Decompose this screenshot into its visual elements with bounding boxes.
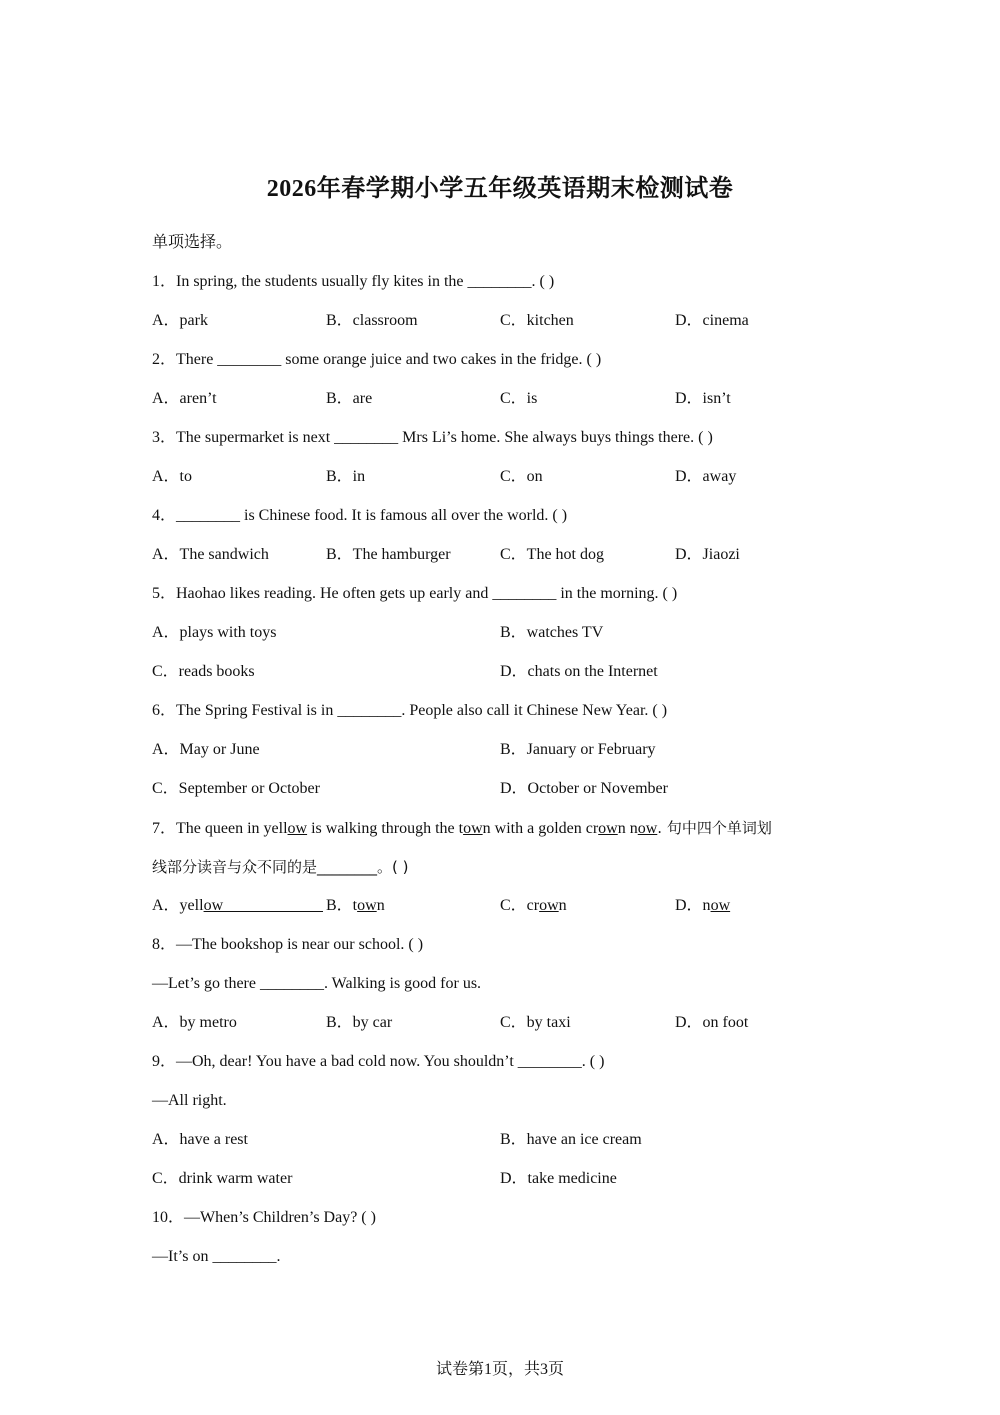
question-7-stem: 7．The queen in yellow is walking through the town with a golden crown now. 句中四个单词划 [152, 819, 772, 837]
q8-option-a: A．by metro [152, 1014, 237, 1031]
q1-option-c: C．kitchen [500, 312, 574, 329]
question-10-reply: —It’s on ________. [152, 1248, 281, 1265]
question-4-stem: 4．________ is Chinese food. It is famous all over the world. ( ) [152, 507, 568, 524]
q5-option-a: A．plays with toys [152, 624, 277, 641]
q9-option-b: B．have an ice cream [500, 1131, 642, 1148]
question-3-stem: 3．The supermarket is next ________ Mrs Li’s home. She always buys things there. ( ) [152, 429, 713, 446]
q9-option-d: D．take medicine [500, 1170, 617, 1187]
question-9-reply: —All right. [152, 1092, 227, 1109]
q7-option-c: C．crown [500, 897, 567, 914]
q6-option-a: A．May or June [152, 741, 260, 758]
question-8-reply: —Let’s go there ________. Walking is good for us. [152, 975, 482, 992]
q7-option-d: D．now [675, 897, 731, 914]
q5-option-b: B．watches TV [500, 624, 604, 641]
underline-stroke [223, 895, 323, 912]
question-2-stem: 2．There ________ some orange juice and two cakes in the fridge. ( ) [152, 351, 602, 368]
q1-option-a: A．park [152, 312, 208, 329]
q9-option-c: C．drink warm water [152, 1170, 293, 1187]
q8-option-b: B．by car [326, 1014, 393, 1031]
question-10-stem: 10．—When’s Children’s Day? ( ) [152, 1209, 376, 1226]
q2-option-d: D．isn’t [675, 390, 731, 407]
q8-option-c: C．by taxi [500, 1014, 571, 1031]
q7-option-a: A．yellow [152, 895, 323, 917]
exam-title: 2026年春学期小学五年级英语期末检测试卷 [266, 176, 734, 202]
q7-option-b: B．town [326, 897, 385, 914]
q1-option-b: B．classroom [326, 312, 418, 329]
q2-option-b: B．are [326, 390, 373, 407]
question-5-stem: 5．Haohao likes reading. He often gets up early and ________ in the morning. ( ) [152, 585, 678, 602]
q3-option-a: A．to [152, 468, 193, 485]
q3-option-c: C．on [500, 468, 543, 485]
q4-option-c: C．The hot dog [500, 546, 604, 563]
question-7-stem-line2: 线部分读音与众不同的是________。( ) [152, 858, 409, 876]
question-8-stem: 8．—The bookshop is near our school. ( ) [152, 936, 424, 953]
q2-option-c: C．is [500, 390, 538, 407]
section-heading: 单项选择。 [152, 234, 233, 251]
page-footer: 试卷第1页，共3页 [435, 1361, 564, 1378]
question-6-stem: 6．The Spring Festival is in ________. People also call it Chinese New Year. ( ) [152, 702, 668, 719]
q4-option-b: B．The hamburger [326, 546, 451, 563]
q2-option-a: A．aren’t [152, 390, 217, 407]
q1-option-d: D．cinema [675, 312, 749, 329]
q6-option-d: D．October or November [500, 780, 668, 797]
q5-option-c: C．reads books [152, 663, 255, 680]
question-9-stem: 9．—Oh, dear! You have a bad cold now. You shouldn’t ________. ( ) [152, 1053, 605, 1070]
q6-option-b: B．January or February [500, 741, 656, 758]
q4-option-a: A．The sandwich [152, 546, 269, 563]
q8-option-d: D．on foot [675, 1014, 749, 1031]
q3-option-b: B．in [326, 468, 366, 485]
q6-option-c: C．September or October [152, 780, 320, 797]
q4-option-d: D．Jiaozi [675, 546, 740, 563]
q9-option-a: A．have a rest [152, 1131, 248, 1148]
q3-option-d: D．away [675, 468, 737, 485]
q5-option-d: D．chats on the Internet [500, 663, 658, 680]
question-1-stem: 1．In spring, the students usually fly kites in the ________. ( ) [152, 273, 555, 290]
